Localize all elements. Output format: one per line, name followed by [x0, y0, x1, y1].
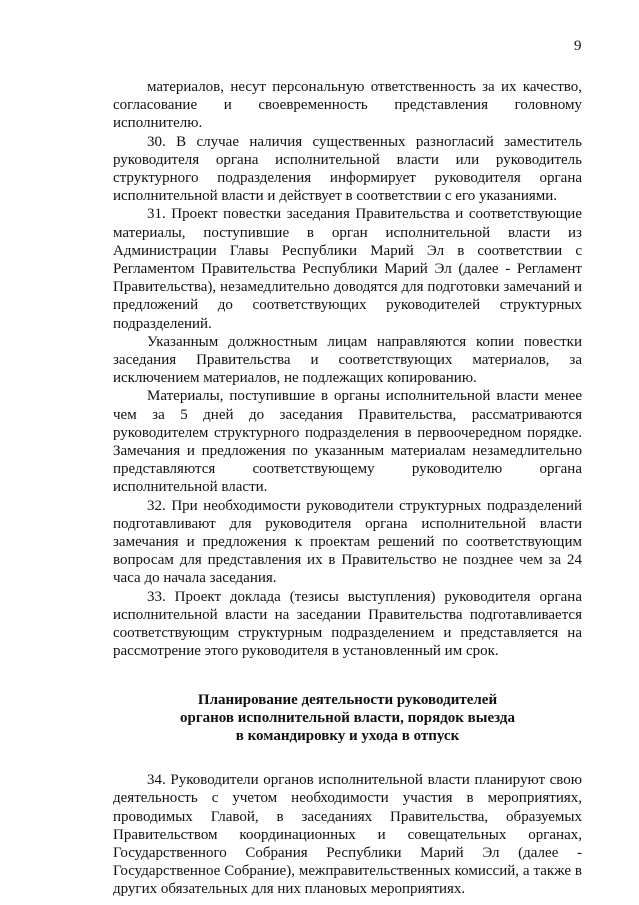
paragraph-continuation: материалов, несут персональную ответственность за их качество, согласование и своевременность представления головному исполнителю. — [113, 79, 582, 132]
paragraph-item-33: 33. Проект доклада (тезисы выступления) руководителя органа исполнительной власти на заседании Правительства подготавливается соответствующим структурным подразделением и представляется на рассмотрение этого руководителя в установленный им срок. — [113, 588, 582, 660]
paragraph-materials-deadline: Материалы, поступившие в органы исполнительной власти менее чем за 5 дней до заседания Правительства, рассматриваются руководителем структурного подразделения в первоочередном порядке. Замечания и предложения по указанным материалам незамедлительно представляются соответствующему руководителю органа исполнительной власти. — [113, 388, 582, 496]
page-number: 9 — [574, 38, 582, 54]
section-heading-line-2: органов исполнительной власти, порядок выезда — [179, 709, 515, 726]
paragraph-item-31: 31. Проект повестки заседания Правительства и соответствующие материалы, поступившие в орган исполнительной власти из Администрации Главы Республики Марий Эл в соответствии с Регламентом Правительства Республики Марий Эл (далее - Регламент Правительства), незамедлительно доводятся для подготовки замечаний и предложений до соответствующих руководителей структурных подразделений. — [113, 206, 582, 332]
paragraph-copies: Указанным должностным лицам направляются копии повестки заседания Правительства и соответствующих материалов, за исключением материалов, не подлежащих копированию. — [113, 333, 582, 387]
paragraph-item-32: 32. При необходимости руководители структурных подразделений подготавливают для руководителя органа исполнительной власти замечания и предложения к проектам решений по соответствующим вопросам для представления их в Правительство не позднее чем за 24 часа до начала заседания. — [113, 497, 582, 587]
document-body — [113, 78, 582, 899]
section-heading-line-1: Планирование деятельности руководителей — [197, 691, 498, 708]
paragraph-item-30: 30. В случае наличия существенных разногласий заместитель руководителя органа исполнительной власти или руководитель структурного подразделения информирует руководителя органа исполнительной власти и действует в соответствии с его указаниями. — [113, 133, 582, 205]
section-heading-line-3: в командировку и ухода в отпуск — [235, 727, 460, 744]
paragraph-item-34: 34. Руководители органов исполнительной власти планируют свою деятельность с учетом необходимости участия в мероприятиях, проводимых Главой, в заседаниях Правительства, образуемых Правительством координационных и совещательных органах, Государственного Собрания Республики Марий Эл (далее - Государственное Собрание), межправительственных комиссий, а также в других обязательных для них плановых мероприятиях. — [113, 772, 582, 898]
section-heading — [113, 691, 582, 746]
